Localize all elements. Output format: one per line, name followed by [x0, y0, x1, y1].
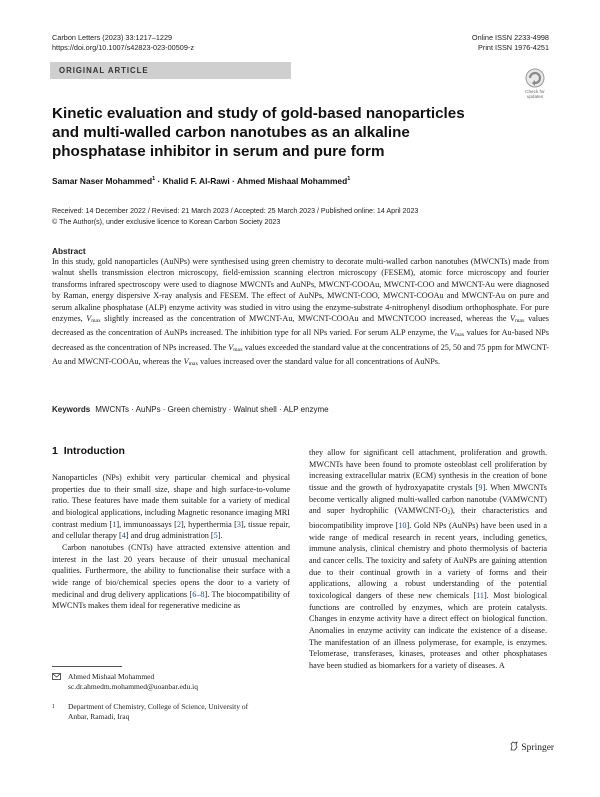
- corresponding-author-name: Ahmed Mishaal Mohammed: [68, 672, 155, 681]
- online-issn: Online ISSN 2233-4998: [471, 33, 549, 42]
- citation-link[interactable]: 6–8: [192, 589, 205, 599]
- corresponding-author-email[interactable]: sc.dr.ahmedm.mohammed@uoanbar.edu.iq: [68, 682, 199, 691]
- affiliation-number: 1: [52, 704, 55, 710]
- keywords-list: MWCNTs · AuNPs · Green chemistry · Walnut shell · ALP enzyme: [95, 405, 329, 414]
- section-heading: [52, 445, 125, 457]
- keywords-label: Keywords: [52, 405, 91, 414]
- citation-link[interactable]: 4: [121, 531, 126, 541]
- envelope-icon: [52, 673, 61, 683]
- citation-link[interactable]: 2: [176, 519, 181, 529]
- author-name[interactable]: Ahmed Mishaal Mohammed: [236, 176, 348, 186]
- abstract-body: In this study, gold nanoparticles (AuNPs) were synthesised using green chemistry to decorate multi-walled carbon nanotubes (MWCNTs) made from walnut shells transmission electron microscopy, field-emission scanning electron microscopy (FESEM), atomic force microscopy and fourier transforms infrared spectroscopy were used to diagnose MWCNTs and AuNPs, MWCNT-COOAu, MWCNT-COO and MWCNT-Au were diagnosed by Raman, energy dispersive X-ray analysis and FESEM. The effect of AuNPs, MWCNT-COO, MWCNT-COOAu and MWCNT-Au on pure and serum alkaline phosphatase (ALP) enzyme activity was studied in vitro using the enzyme-substrate 4-nitrophenyl disodium orthophosphate. For pure enzymes, $V_{max}$ slightly increased as the concentration of MWCNT-Au, MWCNT-COOAu and MWCNTCOO increased, whereas the $V_{max}$ values decreased as the concentration of AuNPs increased. The inhibition type for all NPs varied. For serum ALP enzyme, the $V_{max}$ values for Au-based NPs decreased as the concentration of NPs increased. The $V_{max}$ values exceeded the standard value at the concentrations of 25, 50 and 75 ppm for MWCNT-Au and MWCNT-COOAu, whereas the $V_{max}$ values increased over the standard value for all concentrations of AuNPs.: [52, 257, 549, 368]
- corresponding-author: [68, 672, 198, 692]
- check-for-updates-badge[interactable]: [518, 66, 552, 100]
- section-number: 1: [52, 445, 58, 457]
- abstract-heading: Abstract: [52, 246, 86, 256]
- print-issn: Print ISSN 1976-4251: [478, 43, 549, 52]
- affiliation-text: Department of Chemistry, College of Science, University of Anbar, Ramadi, Iraq: [68, 702, 249, 721]
- citation-link[interactable]: 5: [213, 531, 218, 541]
- author-name[interactable]: Samar Naser Mohammed: [52, 176, 153, 186]
- article-title: Kinetic evaluation and study of gold-based nanoparticles and multi-walled carbon nanotubes as an alkaline phosphatase inhibitor in serum and pure form: [52, 105, 465, 160]
- citation-link[interactable]: 10: [398, 520, 407, 530]
- left-column-text: [52, 472, 290, 612]
- citation-link[interactable]: 11: [476, 590, 484, 600]
- springer-horse-icon: [509, 741, 519, 751]
- affiliation-marker: 1: [347, 176, 351, 183]
- citation-link[interactable]: 3: [236, 519, 241, 529]
- publisher-logo: [509, 741, 554, 753]
- author-separator: ·: [157, 176, 161, 186]
- author-list: [52, 176, 350, 186]
- affiliation-marker: 1: [152, 176, 156, 183]
- author-name[interactable]: Khalid F. Al-Rawi: [162, 176, 230, 186]
- check-updates-label: Check for updates: [525, 89, 545, 99]
- citation-link[interactable]: 9: [478, 482, 483, 492]
- paragraph: they allow for significant cell attachment, proliferation and growth. MWCNTs have been found to promote osteoblast cell proliferation by increasing extracellular matrix (ECM) synthesis in the creation of bone tissue and the growth of hydroxyapatite crystals [9]. When MWCNTs become vertically aligned multi-walled carbon nanotube (VAMWCNT) and super hydrophilic $(VAMWCNT-O_2)$, their characteristics and biocompatibility improve [10]. Gold NPs (AuNPs) have been used in a wide range of medical research in recent years, including genetics, immune analysis, clinical chemistry and photo thermolysis of bacteria and cancer cells. The toxicity and safety of AuNPs are gaining attention due to their continual growth in a variety of forms and their applications, allowing a robust understanding of the potential toxicological dangers of these new chemicals [11]. Most biological functions are controlled by enzymes, which are protein catalysts. Changes in enzyme activity have a direct effect on biological function. Anomalies in enzyme activity can indicate the existence of a disease. The manifestation of an illness polymerase, for example, is enzymes. Telomerase, transferases, kinases, proteases and other phosphatases have been studied as biomarkers for a variety of diseases. A: [309, 448, 548, 670]
- journal-citation: Carbon Letters (2023) 33:1217–1229: [52, 33, 173, 42]
- right-column-text: [309, 447, 547, 671]
- history-dates: Received: 14 December 2022 / Revised: 21 March 2023 / Accepted: 25 March 2023 / Published online: 14 April 2023: [52, 207, 419, 215]
- copyright-notice: © The Author(s), under exclusive licence to Korean Carbon Society 2023: [52, 217, 281, 226]
- keywords: [52, 405, 329, 414]
- doi-link[interactable]: https://doi.org/10.1007/s42823-023-00509-z: [52, 43, 194, 52]
- author-separator: ·: [232, 176, 235, 186]
- publisher-name: Springer: [521, 743, 555, 753]
- paragraph: Nanoparticles (NPs) exhibit very particular chemical and physical properties due to their small size, shape and high surface-to-volume ratio. These features have made them suitable for a variety of medical and biological applications, including Magnetic resonance imaging MRI contrast medium [1], immunoassays [2], hyperthermia [3], tissue repair, and cellular therapy [4] and drug administration [5].: [52, 473, 290, 541]
- section-title: Introduction: [63, 445, 125, 457]
- footnote-rule: [52, 666, 122, 667]
- paragraph: Carbon nanotubes (CNTs) have attracted extensive attention and interest in the last 20 years because of their unusual mechanical qualities. Furthermore, the ability to functionalise their surface with a wide range of bio/chemical species opens the door to a variety of medicinal and drug delivery applications [6–8]. The biocompatibility of MWCNTs makes them ideal for regenerative medicine as: [52, 542, 290, 611]
- article-history: [52, 206, 552, 227]
- citation-link[interactable]: 1: [112, 519, 117, 529]
- article-type-bar: ORIGINAL ARTICLE: [50, 62, 291, 79]
